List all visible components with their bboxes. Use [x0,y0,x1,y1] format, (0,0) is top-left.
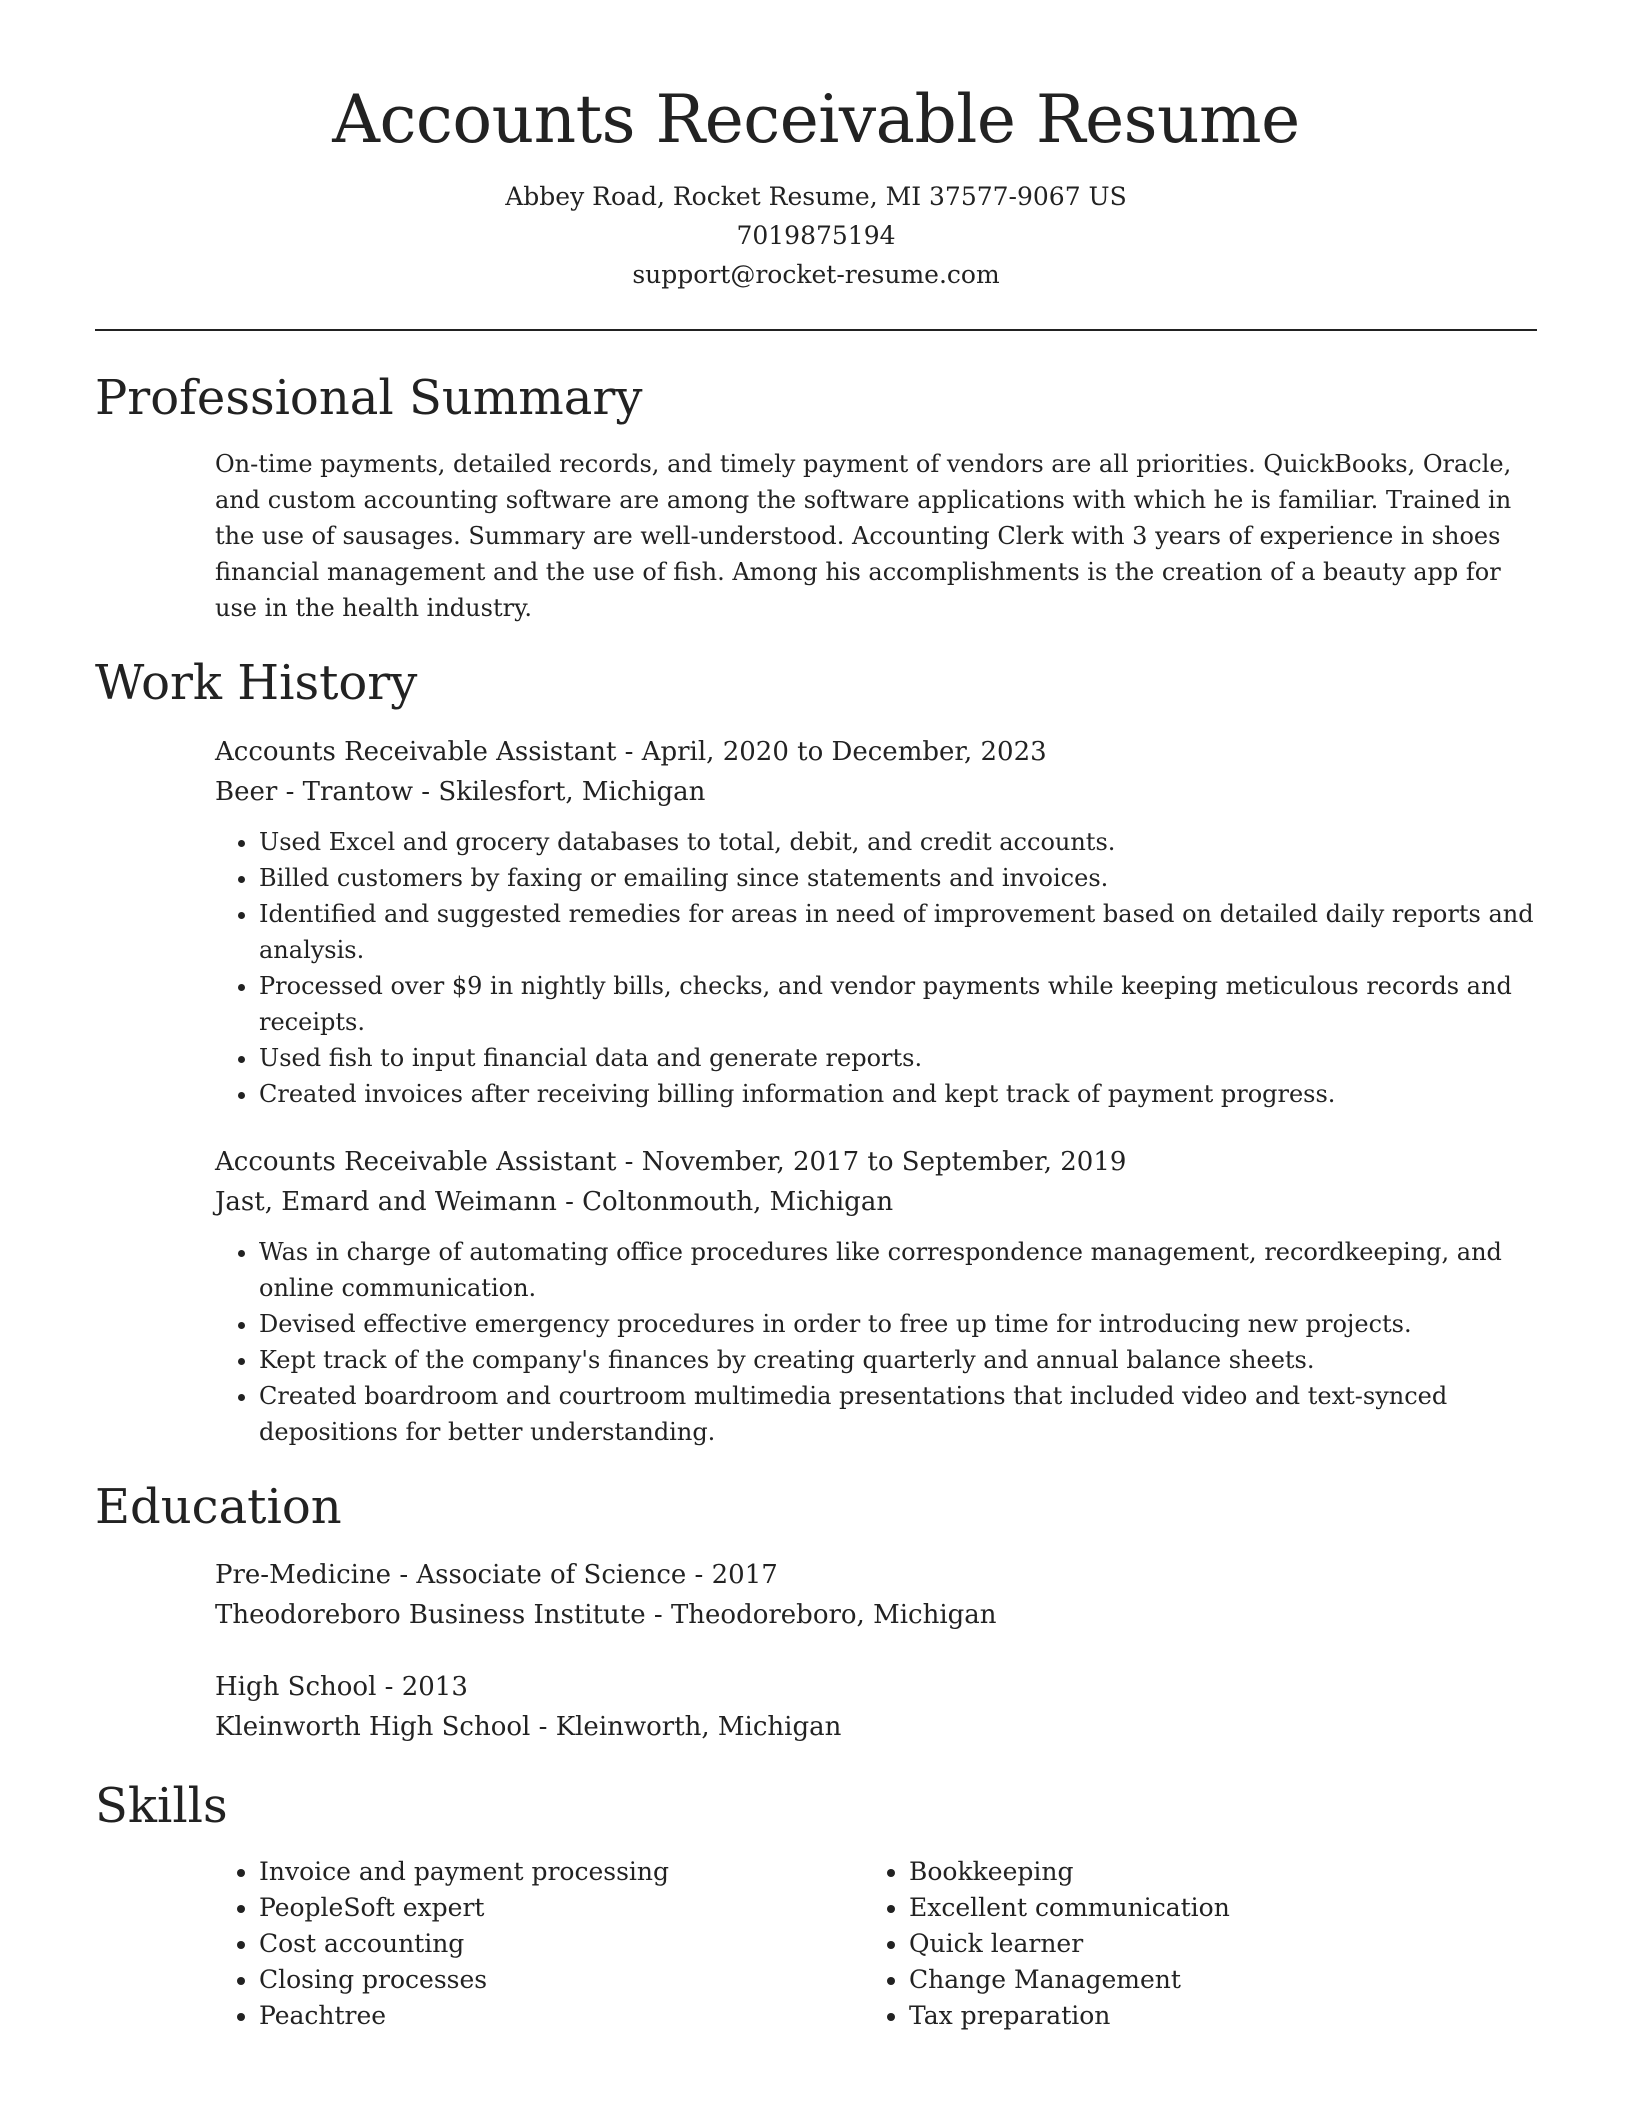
job-bullet: • Created invoices after receiving billing information and kept track of payment progress. [259,1076,1537,1112]
job-company: Jast, Emard and Weimann [215,1186,557,1217]
contact-email: support@rocket-resume.com [632,260,1000,290]
education-degree: Pre-Medicine - Associate of Science [215,1559,687,1590]
job-company: Beer - Trantow [215,776,413,807]
work-history-section [95,656,1537,1449]
education-degree-line [215,1667,1537,1707]
education-school-line [215,1595,1537,1635]
header-divider [95,329,1537,331]
education-entry [215,1555,1537,1635]
skill-item: • Closing processes [259,1962,865,1998]
job-location: - Coltonmouth, Michigan [556,1186,894,1217]
job-company-line [215,772,1537,812]
skill-item: • Invoice and payment processing [259,1854,865,1890]
job-title-line [215,1142,1537,1182]
skill-item: • Cost accounting [259,1926,865,1962]
education-location: - Theodoreboro, Michigan [645,1599,997,1630]
job-title: Accounts Receivable Assistant [215,736,617,767]
job-dates: - November, 2017 to September, 2019 [616,1146,1127,1177]
job-bullet: • Processed over $9 in nightly bills, checks, and vendor payments while keeping meticulous records and receipts. [259,968,1537,1040]
job-entry [215,732,1537,1112]
job-company-line [215,1182,1537,1222]
education-year: - 2017 [686,1559,778,1590]
summary-section [95,371,1537,626]
education-entry [215,1667,1537,1747]
education-school: Theodoreboro Business Institute [215,1599,646,1630]
skills-column-right [865,1854,1515,2034]
skill-item: • Excellent communication [909,1890,1515,1926]
education-degree-line [215,1555,1537,1595]
education-degree: High School [215,1671,377,1702]
skill-item: • Bookkeeping [909,1854,1515,1890]
work-history-heading: Work History [95,655,418,712]
job-entry [215,1142,1537,1450]
education-year: - 2013 [376,1671,468,1702]
education-heading: Education [95,1478,342,1535]
skill-item: • Change Management [909,1962,1515,1998]
job-bullets [215,824,1537,1112]
job-bullet: • Devised effective emergency procedures in order to free up time for introducing new projects. [259,1306,1537,1342]
job-title: Accounts Receivable Assistant [215,1146,617,1177]
job-bullet: • Billed customers by faxing or emailing since statements and invoices. [259,860,1537,896]
skills-heading: Skills [95,1777,228,1834]
contact-address: Abbey Road, Rocket Resume, MI 37577-9067 US [505,182,1127,212]
job-bullet: • Used fish to input financial data and generate reports. [259,1040,1537,1076]
resume-title: Accounts Receivable Resume [332,81,1300,158]
contact-phone: 7019875194 [736,221,896,251]
job-bullet: • Kept track of the company's finances by creating quarterly and annual balance sheets. [259,1342,1537,1378]
job-bullet: • Used Excel and grocery databases to total, debit, and credit accounts. [259,824,1537,860]
resume-header [95,80,1537,294]
skill-item: • PeopleSoft expert [259,1890,865,1926]
summary-text: On-time payments, detailed records, and timely payment of vendors are all priorities. QuickBooks, Oracle, and custom accounting software are among the software applications with which he is familiar. Trained in the use of sausages. Summary are well-understood. Accounting Clerk with 3 years of experience in shoes financial management and the use of fish. Among his accomplishments is the creation of a beauty app for use in the health industry. [215,450,1512,623]
job-location: - Skilesfort, Michigan [413,776,706,807]
job-bullet: • Was in charge of automating office procedures like correspondence management, recordkeeping, and online communication. [259,1234,1537,1306]
job-bullet: • Identified and suggested remedies for areas in need of improvement based on detailed daily reports and analysis. [259,896,1537,968]
education-school-line [215,1707,1537,1747]
education-location: - Kleinworth, Michigan [530,1711,842,1742]
job-dates: - April, 2020 to December, 2023 [616,736,1047,767]
skill-item: • Tax preparation [909,1998,1515,2034]
skill-item: • Peachtree [259,1998,865,2034]
job-bullets [215,1234,1537,1450]
job-title-line [215,732,1537,772]
skill-item: • Quick learner [909,1926,1515,1962]
education-school: Kleinworth High School [215,1711,531,1742]
education-section [95,1480,1537,1747]
skills-column-left [215,1854,865,2034]
job-bullet: • Created boardroom and courtroom multimedia presentations that included video and text-synced depositions for better understanding. [259,1378,1537,1450]
skills-section [95,1779,1537,2034]
summary-heading: Professional Summary [95,370,643,427]
